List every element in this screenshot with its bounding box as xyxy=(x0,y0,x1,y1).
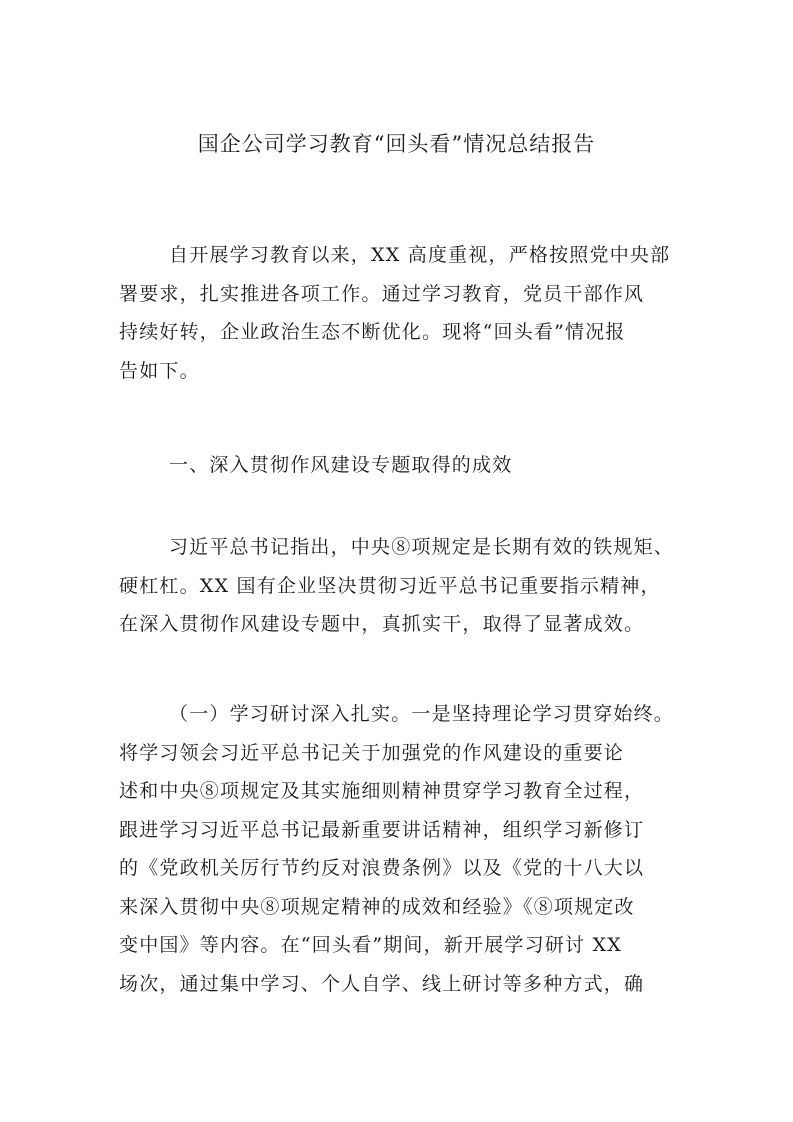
paragraph-line: 自开展学习教育以来，XX 高度重视，严格按照党中央部 xyxy=(169,244,671,266)
paragraph-line: （一）学习研讨深入扎实。一是坚持理论学习贯穿始终。 xyxy=(169,703,675,725)
paragraph-line: 习近平总书记指出，中央⑧项规定是长期有效的铁规矩、 xyxy=(169,536,675,558)
section-heading xyxy=(119,446,675,485)
paragraph-line: 来深入贯彻中央⑧项规定精神的成效和经验》《⑧项规定改 xyxy=(119,895,635,918)
paragraph-line: 变中国》等内容。在“回头看”期间，新开展学习研讨 XX xyxy=(119,934,622,956)
paragraph-line: 场次，通过集中学习、个人自学、线上研讨等多种方式，确 xyxy=(119,972,645,995)
paragraph-line: 硬杠杠。XX 国有企业坚决贯彻习近平总书记重要指示精神， xyxy=(119,574,661,597)
paragraph-line: 的《党政机关厉行节约反对浪费条例》以及《党的十八大以 xyxy=(119,857,645,879)
paragraph-line: 告如下。 xyxy=(119,359,200,382)
paragraph-study xyxy=(119,695,675,1003)
paragraph-achievements xyxy=(119,528,675,644)
paragraph-line: 述和中央⑧项规定及其实施细则精神贯穿学习教育全过程， xyxy=(119,780,645,802)
section-heading-text: 一、深入贯彻作风建设专题取得的成效 xyxy=(169,454,513,476)
paragraph-intro xyxy=(119,236,675,390)
paragraph-line: 在深入贯彻作风建设专题中，真抓实干，取得了显著成效。 xyxy=(119,613,645,635)
paragraph-line: 跟进学习习近平总书记最新重要讲话精神，组织学习新修订 xyxy=(119,818,645,841)
paragraph-line: 将学习领会习近平总书记关于加强党的作风建设的重要论 xyxy=(119,741,625,764)
paragraph-line: 持续好转，企业政治生态不断优化。现将“回头看”情况报 xyxy=(119,321,626,343)
document-title: 国企公司学习教育“回头看”情况总结报告 xyxy=(197,132,596,156)
paragraph-line: 署要求，扎实推进各项工作。通过学习教育，党员干部作风 xyxy=(119,282,645,305)
